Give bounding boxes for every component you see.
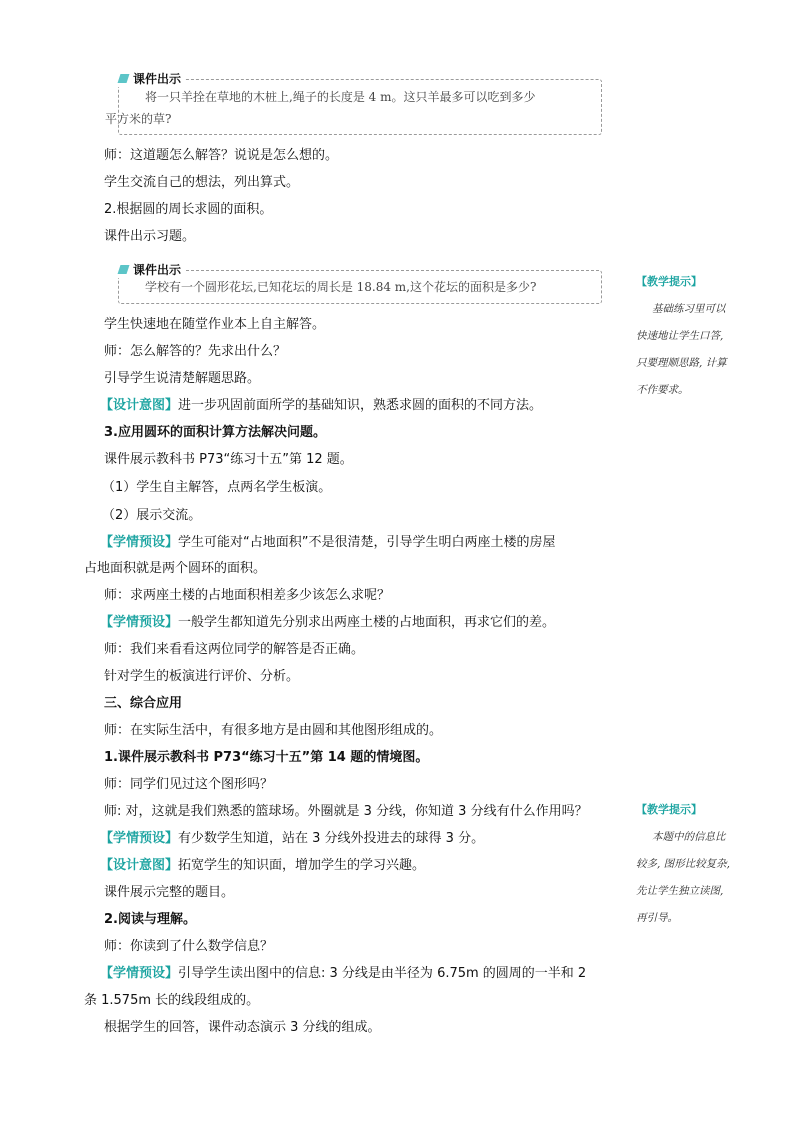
learning-preview-paragraph <box>100 964 586 984</box>
courseware-box-text-1: 学校有一个圆形花坛,已知花坛的周长是 18.84 m,这个花坛的面积是多少? <box>145 280 537 294</box>
teaching-tip-line: 先让学生独立读图, <box>636 885 724 897</box>
text-line: 师: 对，这就是我们熟悉的篮球场。外圈就是 3 分线，你知道 3 分线有什么作用吗？ <box>104 804 588 819</box>
learning-preview-text: 有少数学生知道，站在 3 分线外投进去的球得 3 分。 <box>178 831 485 846</box>
section-heading: 三、综合应用 <box>104 696 183 711</box>
teaching-tip-line: 基础练习里可以 <box>652 303 726 315</box>
section-heading: 3.应用圆环的面积计算方法解决问题。 <box>104 425 326 440</box>
learning-preview-paragraph <box>100 829 484 849</box>
courseware-box-title: 课件出示 <box>117 71 185 87</box>
text-line: （1）学生自主解答，点两名学生板演。 <box>102 480 332 495</box>
courseware-box-1 <box>105 72 602 135</box>
learning-preview-tag: 【学情预设】 <box>100 615 179 630</box>
learning-preview-text: 一般学生都知道先分别求出两座土楼的占地面积，再求它们的差。 <box>178 615 556 630</box>
design-intent-tag: 【设计意图】 <box>100 398 179 413</box>
text-line: 根据学生的回答，课件动态演示 3 分线的组成。 <box>104 1020 381 1035</box>
teaching-tip-line: 较多, 图形比较复杂, <box>636 858 731 870</box>
design-intent-paragraph <box>100 856 425 876</box>
learning-preview-paragraph <box>100 533 556 553</box>
design-intent-paragraph <box>100 396 542 416</box>
text-line: 学生快速地在随堂作业本上自主解答。 <box>104 317 326 332</box>
text-line: 课件出示习题。 <box>104 229 196 244</box>
courseware-box-text-1: 将一只羊拴在草地的木桩上,绳子的长度是 4 m。这只羊最多可以吃到多少 <box>145 90 536 104</box>
text-line: 师：这道题怎么解答？说说是怎么想的。 <box>104 148 339 163</box>
section-heading: 2.阅读与理解。 <box>104 912 196 927</box>
section-heading: 1.课件展示教科书 P73“练习十五”第 14 题的情境图。 <box>104 750 429 765</box>
learning-preview-paragraph <box>100 613 555 633</box>
teaching-tip-line: 再引导。 <box>636 912 678 924</box>
learning-preview-text: 引导学生读出图中的信息: 3 分线是由半径为 6.75m 的圆周的一半和 2 <box>178 966 587 981</box>
learning-preview-tag: 【学情预设】 <box>100 831 179 846</box>
text-line: 师：在实际生活中，有很多地方是由圆和其他图形组成的。 <box>104 723 443 738</box>
text-line: 课件展示完整的题目。 <box>104 885 235 900</box>
text-line: 课件展示教科书 P73“练习十五”第 12 题。 <box>104 452 353 467</box>
courseware-box-2 <box>118 263 602 304</box>
text-line: 师：你读到了什么数学信息？ <box>104 939 274 954</box>
learning-preview-text: 学生可能对“占地面积”不是很清楚，引导学生明白两座土楼的房屋 <box>178 535 556 550</box>
text-line: 引导学生说清楚解题思路。 <box>104 371 261 386</box>
learning-preview-tag: 【学情预设】 <box>100 535 179 550</box>
text-line: 师：同学们见过这个图形吗？ <box>104 777 274 792</box>
text-line: 师：求两座土楼的占地面积相差多少该怎么求呢？ <box>104 588 391 603</box>
learning-preview-tag: 【学情预设】 <box>100 966 179 981</box>
teaching-tip-title: 【教学提示】 <box>636 803 702 816</box>
teaching-tip-line: 本题中的信息比 <box>652 831 726 843</box>
design-intent-text: 拓宽学生的知识面，增加学生的学习兴趣。 <box>178 858 426 873</box>
courseware-box-title: 课件出示 <box>117 262 185 278</box>
courseware-box-text-2: 平方米的草? <box>105 112 172 126</box>
teaching-tip-title: 【教学提示】 <box>636 275 702 288</box>
teaching-tip-line: 只要理顺思路, 计算 <box>636 357 727 369</box>
text-line: 学生交流自己的想法，列出算式。 <box>104 175 300 190</box>
text-line: 条 1.575m 长的线段组成的。 <box>84 993 260 1008</box>
text-line: 师：我们来看看这两位同学的解答是否正确。 <box>104 642 365 657</box>
text-line: 针对学生的板演进行评价、分析。 <box>104 669 300 684</box>
teaching-tip-line: 不作要求。 <box>636 384 689 396</box>
text-line: （2）展示交流。 <box>102 508 202 523</box>
text-line: 2.根据圆的周长求圆的面积。 <box>104 202 273 217</box>
text-line: 师：怎么解答的？先求出什么？ <box>104 344 287 359</box>
design-intent-tag: 【设计意图】 <box>100 858 179 873</box>
teaching-tip-line: 快速地让学生口答, <box>636 330 724 342</box>
text-line: 占地面积就是两个圆环的面积。 <box>84 561 267 576</box>
design-intent-text: 进一步巩固前面所学的基础知识，熟悉求圆的面积的不同方法。 <box>178 398 543 413</box>
